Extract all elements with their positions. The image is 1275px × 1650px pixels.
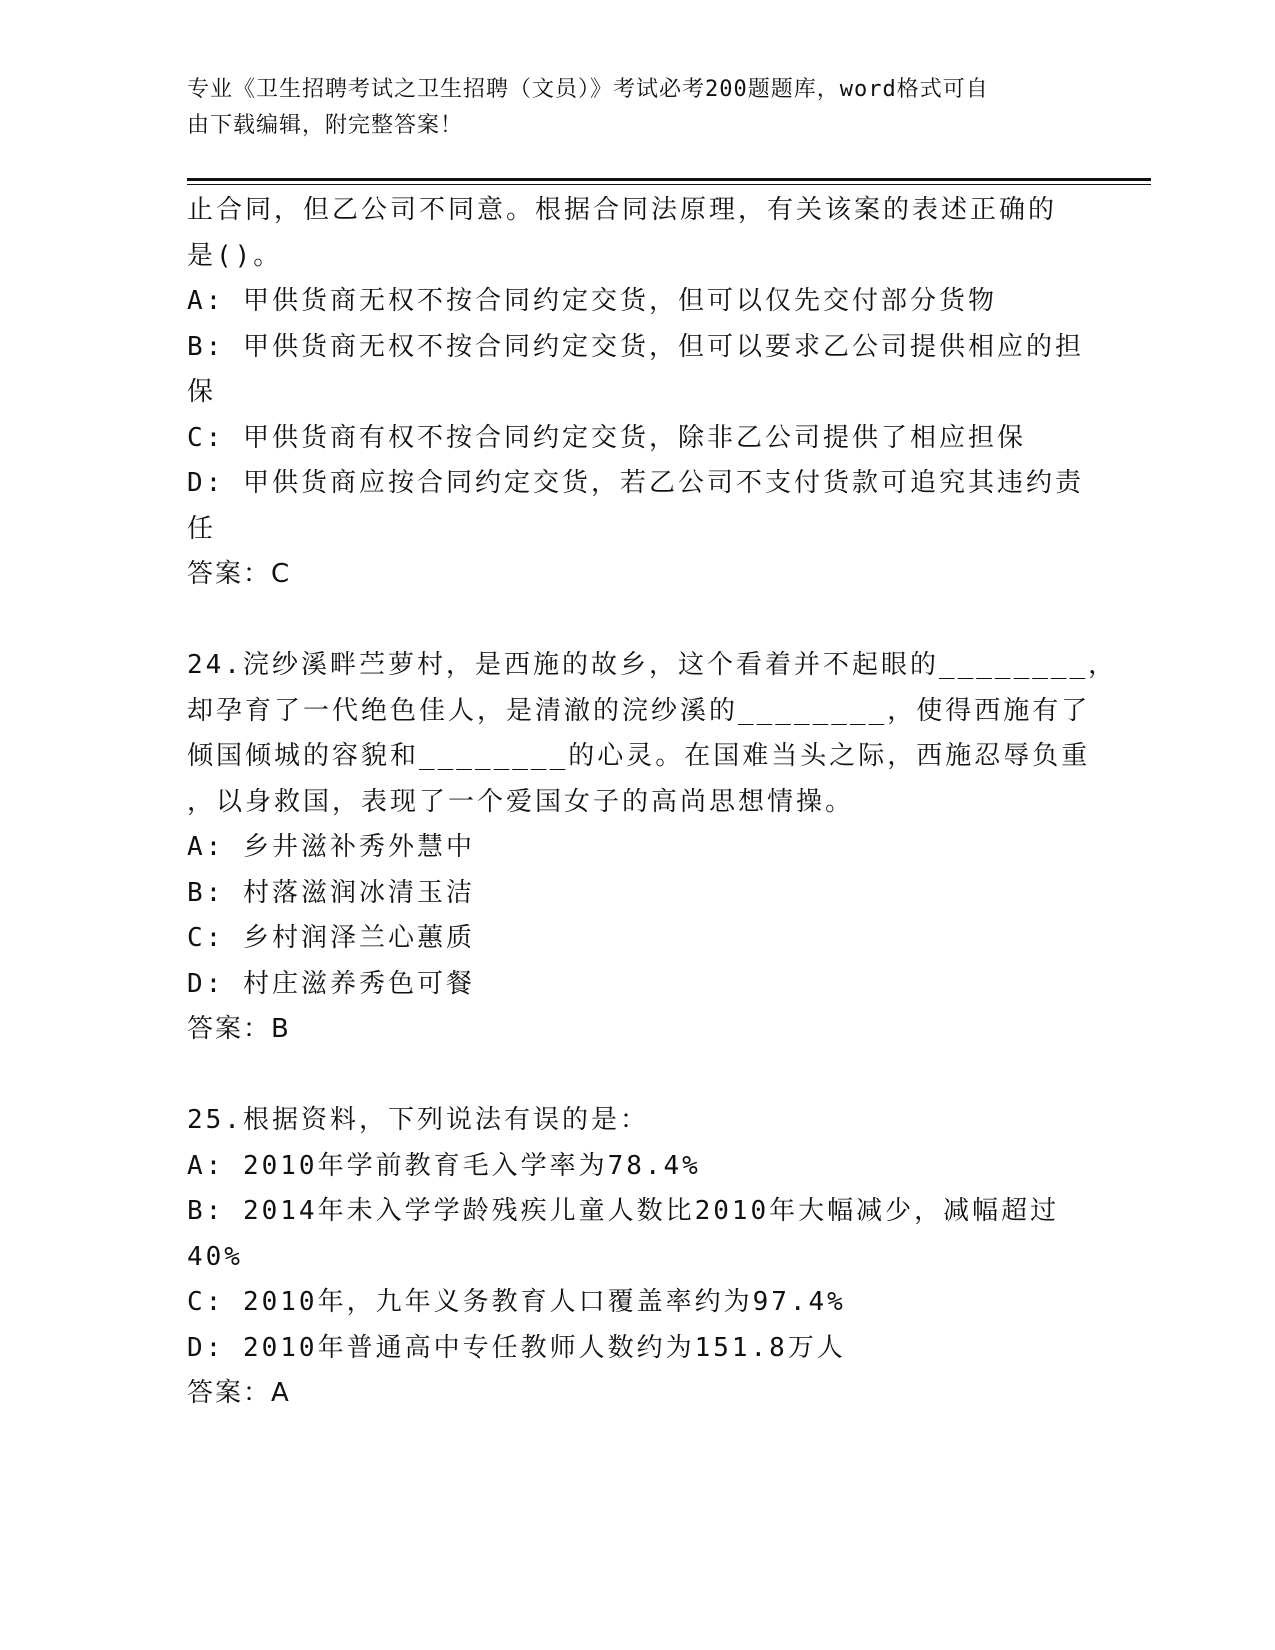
header-divider-thick xyxy=(187,178,1151,181)
question-25-option-c: C: 2010年，九年义务教育人口覆盖率约为97.4% xyxy=(187,1287,846,1317)
header-divider-thin xyxy=(187,184,1151,185)
question-24-option-c: C: 乡村润泽兰心蕙质 xyxy=(187,923,475,953)
question-24-block xyxy=(187,643,1118,1053)
question-24-option-a: A: 乡井滋补秀外慧中 xyxy=(187,832,475,862)
spacer xyxy=(187,1053,1087,1099)
question-content xyxy=(187,188,1118,1417)
header-title-line-1: 专业《卫生招聘考试之卫生招聘（文员）》考试必考200题题库，word格式可自 xyxy=(187,77,989,102)
question-24-stem-line-4: ，以身救国，表现了一个爱国女子的高尚思想情操。 xyxy=(187,786,855,817)
question-25-answer: 答案：A xyxy=(187,1378,291,1408)
question-25-block xyxy=(187,1098,1087,1417)
question-23-stem-line-2: 是()。 xyxy=(187,240,283,271)
question-23-option-c: C: 甲供货商有权不按合同约定交货，除非乙公司提供了相应担保 xyxy=(187,422,1026,453)
question-24-answer: 答案：B xyxy=(187,1014,291,1044)
question-25-option-b-line-1: B: 2014年未入学学龄残疾儿童人数比2010年大幅减少，减幅超过 xyxy=(187,1196,1060,1226)
question-24-stem-line-1: 24.浣纱溪畔苎萝村，是西施的故乡，这个看着并不起眼的________， xyxy=(187,650,1118,680)
question-25-option-d: D: 2010年普通高中专任教师人数约为151.8万人 xyxy=(187,1332,846,1363)
question-23-option-b-line-2: 保 xyxy=(187,377,217,407)
question-23-stem-line-1: 止合同，但乙公司不同意。根据合同法原理，有关该案的表述正确的 xyxy=(187,195,1058,225)
question-24-option-d: D: 村庄滋养秀色可餐 xyxy=(187,968,475,999)
question-23-option-d-line-2: 任 xyxy=(187,513,217,544)
header-title-line-2: 由下载编辑，附完整答案！ xyxy=(187,113,464,138)
document-header xyxy=(187,72,1087,144)
question-23-option-a: A: 甲供货商无权不按合同约定交货，但可以仅先交付部分货物 xyxy=(187,286,997,316)
question-23-block xyxy=(187,188,1087,598)
question-24-option-b: B: 村落滋润冰清玉洁 xyxy=(187,877,475,908)
spacer xyxy=(187,598,1087,644)
question-24-stem-line-2: 却孕育了一代绝色佳人，是清澈的浣纱溪的________，使得西施有了 xyxy=(187,695,1091,726)
question-25-option-a: A: 2010年学前教育毛入学率为78.4% xyxy=(187,1150,701,1181)
question-23-option-d-line-1: D: 甲供货商应按合同约定交货，若乙公司不支付货款可追究其违约责 xyxy=(187,468,1084,498)
question-23-option-b-line-1: B: 甲供货商无权不按合同约定交货，但可以要求乙公司提供相应的担 xyxy=(187,331,1084,362)
question-23-answer: 答案：C xyxy=(187,559,292,589)
question-25-stem-line-1: 25.根据资料，下列说法有误的是： xyxy=(187,1105,649,1135)
question-24-stem-line-3: 倾国倾城的容貌和________的心灵。在国难当头之际，西施忍辱负重 xyxy=(187,741,1091,771)
question-25-option-b-line-2: 40% xyxy=(187,1241,243,1272)
